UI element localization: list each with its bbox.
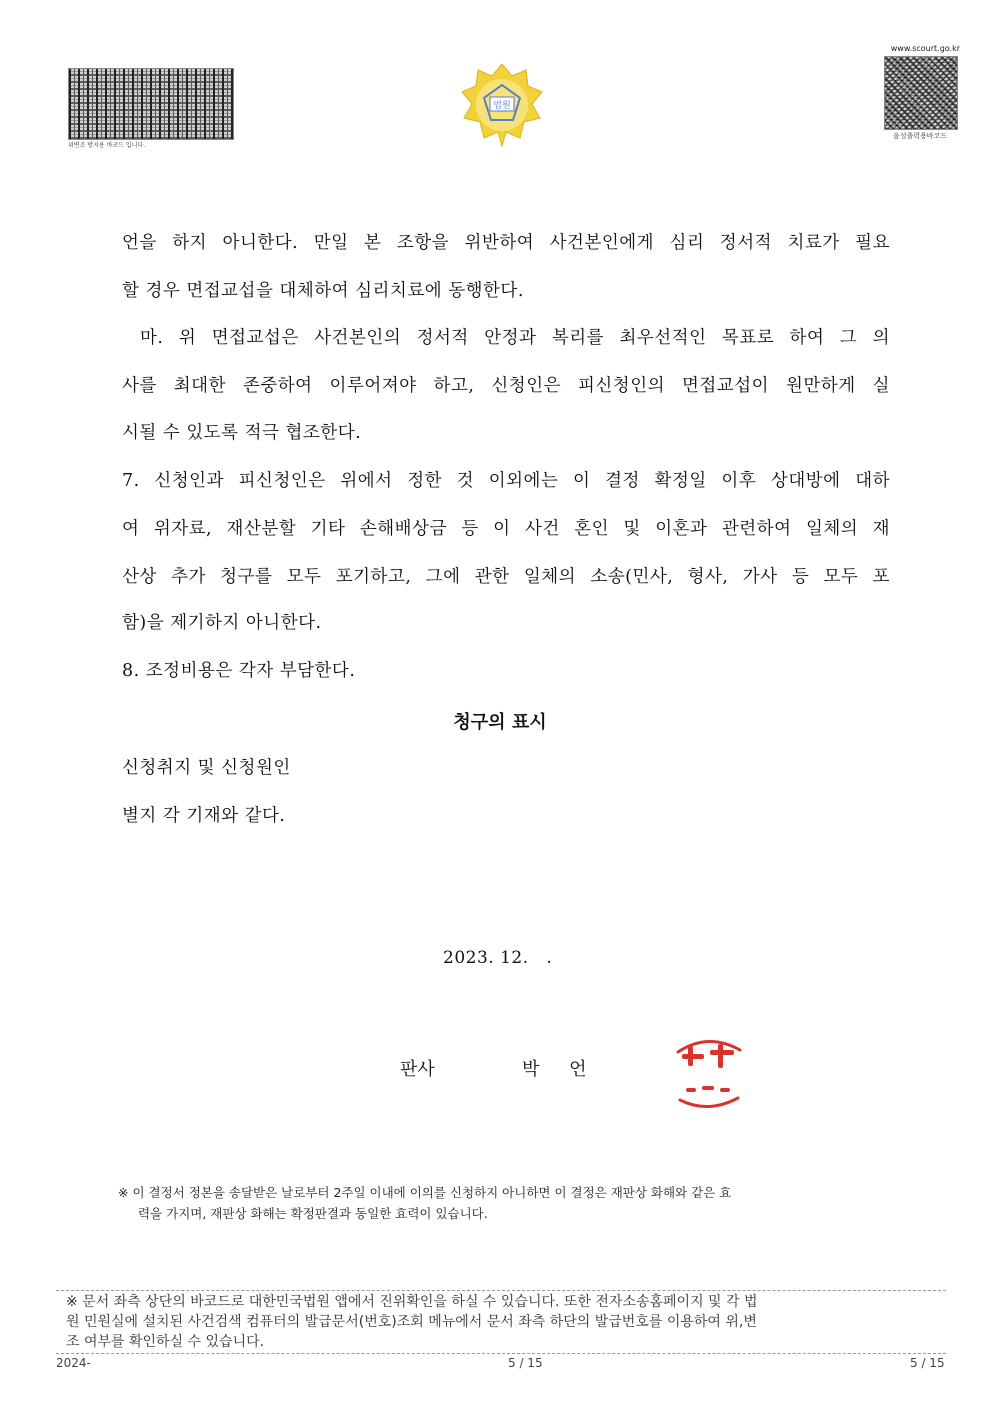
authenticity-barcode-caption: 위변조 방지용 바코드 입니다.	[68, 142, 146, 149]
body-line-6: 7. 신청인과 피신청인은 위에서 정한 것 이외에는 이 결정 확정일 이후 상대방에 대하	[122, 471, 890, 491]
body-line-5: 시될 수 있도록 적극 협조한다.	[122, 423, 362, 443]
body-line-2: 할 경우 면접교섭을 대체하여 심리치료에 동행한다.	[122, 281, 524, 301]
decision-date: 2023. 12. .	[443, 948, 553, 968]
claim-line-2: 별지 각 기재와 같다.	[122, 806, 286, 826]
issue-number: 2024-	[56, 1356, 91, 1370]
issue-notice-line-3: 조 여부를 확인하실 수 있습니다.	[66, 1334, 265, 1350]
body-line-4: 사를 최대한 존중하여 이루어져야 하고, 신청인은 피신청인의 면접교섭이 원만하게 실	[122, 376, 890, 396]
court-url: www.scourt.go.kr	[890, 44, 960, 53]
objection-notice-line-1: ※ 이 결정서 정본을 송달받은 날로부터 2주일 이내에 이의를 신청하지 아니하면 이 결정은 재판상 화해와 같은 효	[118, 1185, 732, 1200]
objection-notice-line-2: 력을 가지며, 재판상 화해는 확정판결과 동일한 효력이 있습니다.	[138, 1206, 488, 1221]
authenticity-barcode	[68, 68, 234, 140]
page-number-right: 5 / 15	[910, 1356, 945, 1370]
judge-name: 박 언	[522, 1059, 599, 1080]
body-line-1: 언을 하지 아니한다. 만일 본 조항을 위반하여 사건본인에게 심리 정서적 치료가 필요	[122, 233, 890, 253]
issue-notice-line-1: ※ 문서 좌측 상단의 바코드로 대한민국법원 앱에서 진위확인을 하실 수 있습니다. 또한 전자소송홈페이지 및 각 법	[66, 1294, 758, 1310]
voice-output-barcode-caption: 음성출력용바코드	[892, 132, 948, 140]
body-line-3: 마. 위 면접교섭은 사건본인의 정서적 안정과 복리를 최우선적인 목표로 하여 그 의	[140, 328, 890, 348]
issue-notice-line-2: 원 민원실에 설치된 사건검색 컴퓨터의 발급문서(번호)조회 메뉴에서 문서 좌측 하단의 발급번호를 이용하여 위,변	[66, 1314, 757, 1330]
body-line-7: 여 위자료, 재산분할 기타 손해배상금 등 이 사건 혼인 및 이혼과 관련하여 일체의 재	[122, 519, 890, 539]
court-emblem-icon	[460, 60, 544, 150]
judge-seal-icon	[668, 1022, 748, 1112]
claim-heading: 청구의 표시	[453, 712, 547, 733]
body-line-10: 8. 조정비용은 각자 부담한다.	[122, 661, 356, 681]
claim-line-1: 신청취지 및 신청원인	[122, 758, 291, 778]
emblem-text: 법원	[493, 101, 511, 111]
page-number-center: 5 / 15	[508, 1356, 543, 1370]
body-line-8: 산상 추가 청구를 모두 포기하고, 그에 관한 일체의 소송(민사, 형사, 가사 등 모두 포	[122, 567, 890, 587]
judge-title: 판사	[400, 1059, 435, 1080]
body-line-9: 함)을 제기하지 아니한다.	[122, 613, 322, 633]
voice-output-barcode	[884, 56, 958, 130]
